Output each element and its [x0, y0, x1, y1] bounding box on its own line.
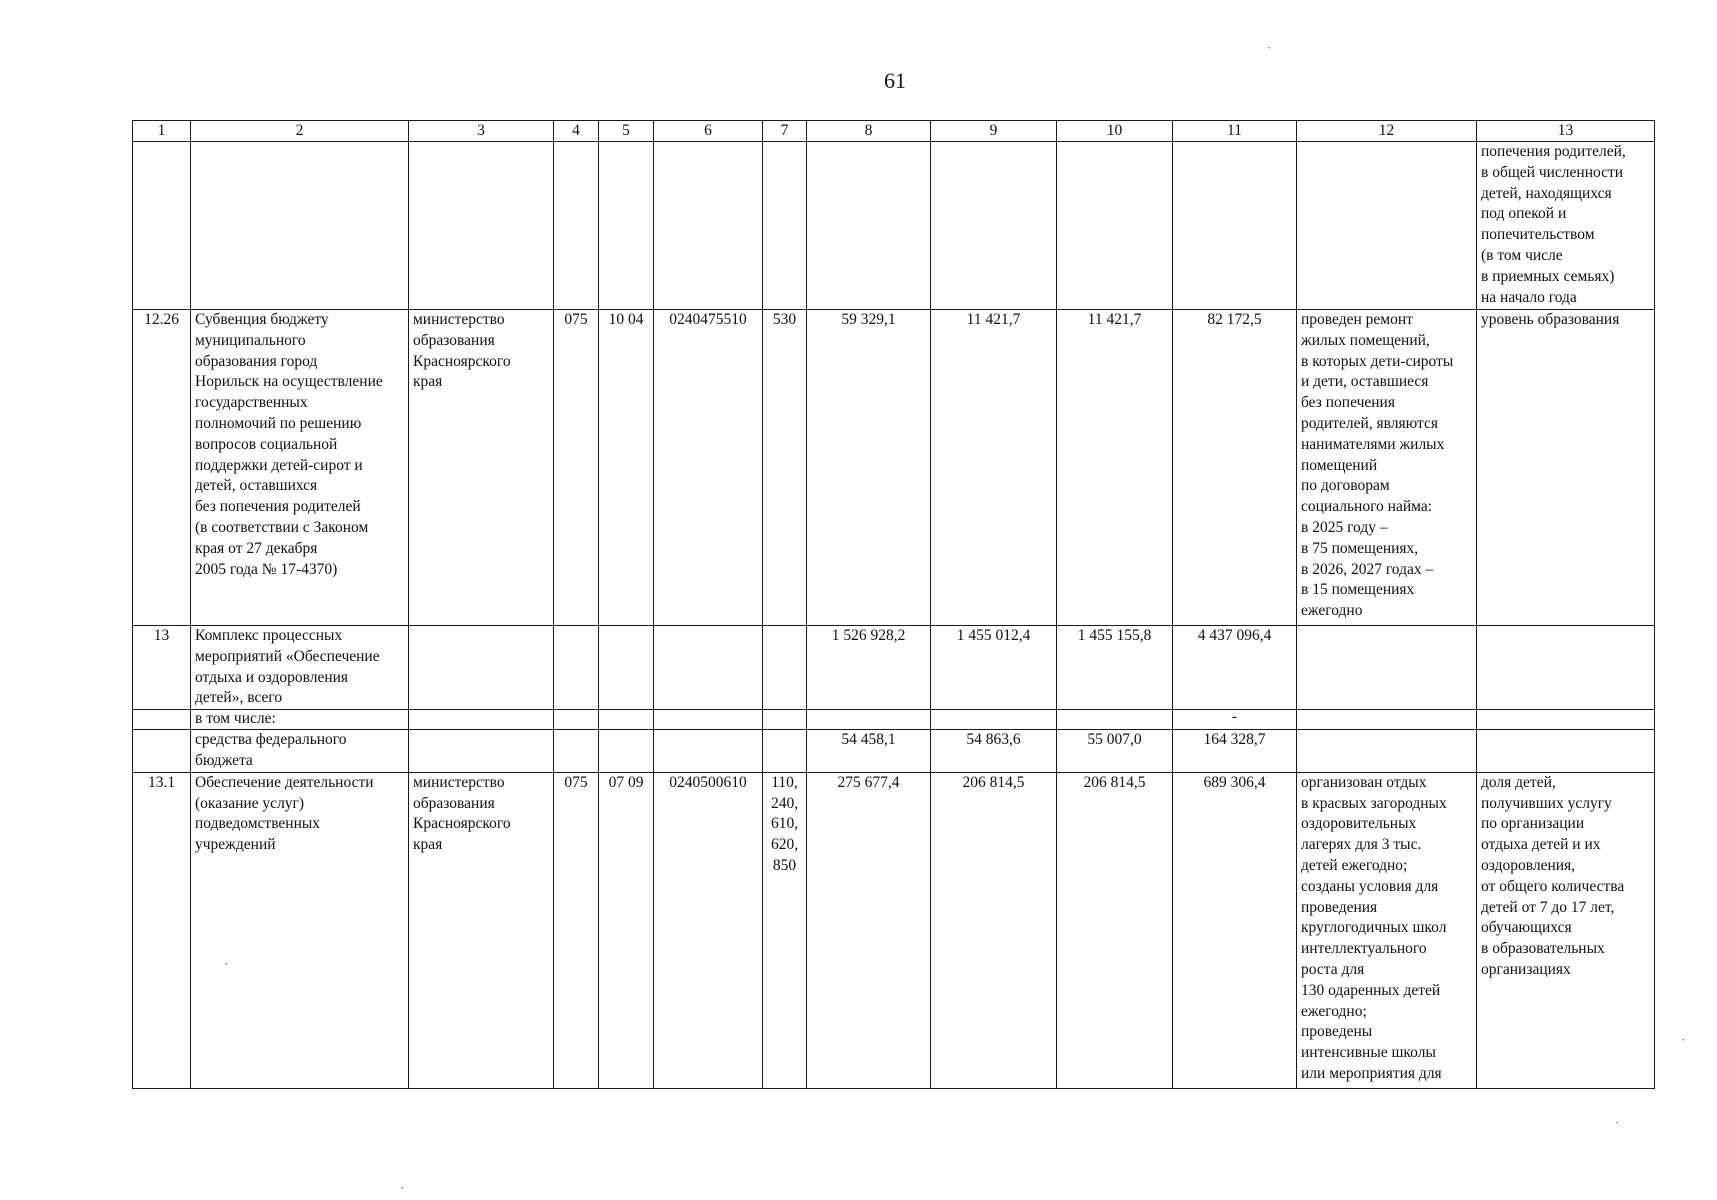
column-header: 12 — [1297, 121, 1477, 142]
column-header: 4 — [554, 121, 599, 142]
cell-amount-total: 4 437 096,4 — [1173, 626, 1297, 710]
cell-code: 075 — [554, 772, 599, 1088]
cell-name: Комплекс процессных мероприятий «Обеспечение отдыха и оздоровления детей», всего — [191, 626, 409, 710]
cell-grbs: министерство образования Красноярского края — [409, 772, 554, 1088]
cell-amount-total: 164 328,7 — [1173, 730, 1297, 773]
cell-amount-2026: 206 814,5 — [931, 772, 1057, 1088]
cell-amount-total: - — [1173, 710, 1297, 730]
cell-result: проведен ремонт жилых помещений, в которых дети-сироты и дети, оставшиеся без попечения родителей, являются нанимателями жилых помещений по договорам социального найма: в 2025 году – в 75 помещениях, в 2026, 2027 годах – в 15 помещениях ежегодно — [1297, 310, 1477, 626]
column-header: 6 — [654, 121, 763, 142]
column-header: 5 — [599, 121, 654, 142]
cell-amount-2025: 275 677,4 — [807, 772, 931, 1088]
cell-target-article: 0240500610 — [654, 772, 763, 1088]
column-header: 13 — [1477, 121, 1655, 142]
budget-table — [132, 120, 1655, 1089]
cell-amount-2025: 1 526 928,2 — [807, 626, 931, 710]
column-header: 11 — [1173, 121, 1297, 142]
cell-amount-total: 689 306,4 — [1173, 772, 1297, 1088]
column-header: 9 — [931, 121, 1057, 142]
scan-speck: · — [224, 956, 229, 971]
cell-name: средства федерального бюджета — [191, 730, 409, 773]
cell-name: Обеспечение деятельности (оказание услуг) подведомственных учреждений — [191, 772, 409, 1088]
header-row — [133, 121, 1655, 142]
cell-name: Субвенция бюджету муниципального образования город Норильск на осуществление государственных полномочий по решению вопросов социальной поддержки детей-сирот и детей, оставшихся без попечения родителей (в соответствии с Законом края от 27 декабря 2005 года № 17-4370) — [191, 310, 409, 626]
scan-speck: · — [1615, 1115, 1620, 1130]
cell-name: в том числе: — [191, 710, 409, 730]
cell-amount-2027: 11 421,7 — [1057, 310, 1173, 626]
column-header: 10 — [1057, 121, 1173, 142]
table-row-continuation — [133, 142, 1655, 310]
cell-amount-2026: 1 455 012,4 — [931, 626, 1057, 710]
column-header: 2 — [191, 121, 409, 142]
table-row-including — [133, 710, 1655, 730]
cell-section: 07 09 — [599, 772, 654, 1088]
cell-amount-2027: 55 007,0 — [1057, 730, 1173, 773]
cell-indicator: уровень образования — [1477, 310, 1655, 626]
table-row-12-26 — [133, 310, 1655, 626]
table-row-13-1 — [133, 772, 1655, 1088]
cell-amount-2026: 54 863,6 — [931, 730, 1057, 773]
cell-number: 13 — [133, 626, 191, 710]
cell-code: 075 — [554, 310, 599, 626]
cell-amount-2027: 1 455 155,8 — [1057, 626, 1173, 710]
scan-speck: · — [1267, 40, 1272, 55]
cell-number: 13.1 — [133, 772, 191, 1088]
cell-amount-2025: 54 458,1 — [807, 730, 931, 773]
scan-speck: · — [400, 1180, 405, 1195]
column-header: 8 — [807, 121, 931, 142]
cell-number: 12.26 — [133, 310, 191, 626]
cell-expense-type: 110, 240, 610, 620, 850 — [763, 772, 807, 1088]
cell-expense-type: 530 — [763, 310, 807, 626]
table-row-federal — [133, 730, 1655, 773]
cell-indicator: доля детей, получивших услугу по организации отдыха детей и их оздоровления, от общего количества детей от 7 до 17 лет, обучающихся в образовательных организациях — [1477, 772, 1655, 1088]
cell-grbs: министерство образования Красноярского края — [409, 310, 554, 626]
column-header: 3 — [409, 121, 554, 142]
cell-indicator: попечения родителей, в общей численности детей, находящихся под опекой и попечительством (в том числе в приемных семьях) на начало года — [1477, 142, 1655, 310]
cell-result: организован отдых в красвых загородных оздоровительных лагерях для 3 тыс. детей ежегодно; созданы условия для проведения круглогодичных школ интеллектуального роста для 130 одаренных детей ежегодно; проведены интенсивные школы или мероприятия для — [1297, 772, 1477, 1088]
column-header: 1 — [133, 121, 191, 142]
cell-target-article: 0240475510 — [654, 310, 763, 626]
column-header: 7 — [763, 121, 807, 142]
table-row-13 — [133, 626, 1655, 710]
cell-amount-total: 82 172,5 — [1173, 310, 1297, 626]
page-number: 61 — [884, 68, 906, 93]
scan-speck: · — [1681, 1032, 1686, 1047]
cell-amount-2027: 206 814,5 — [1057, 772, 1173, 1088]
cell-amount-2026: 11 421,7 — [931, 310, 1057, 626]
cell-section: 10 04 — [599, 310, 654, 626]
cell-amount-2025: 59 329,1 — [807, 310, 931, 626]
